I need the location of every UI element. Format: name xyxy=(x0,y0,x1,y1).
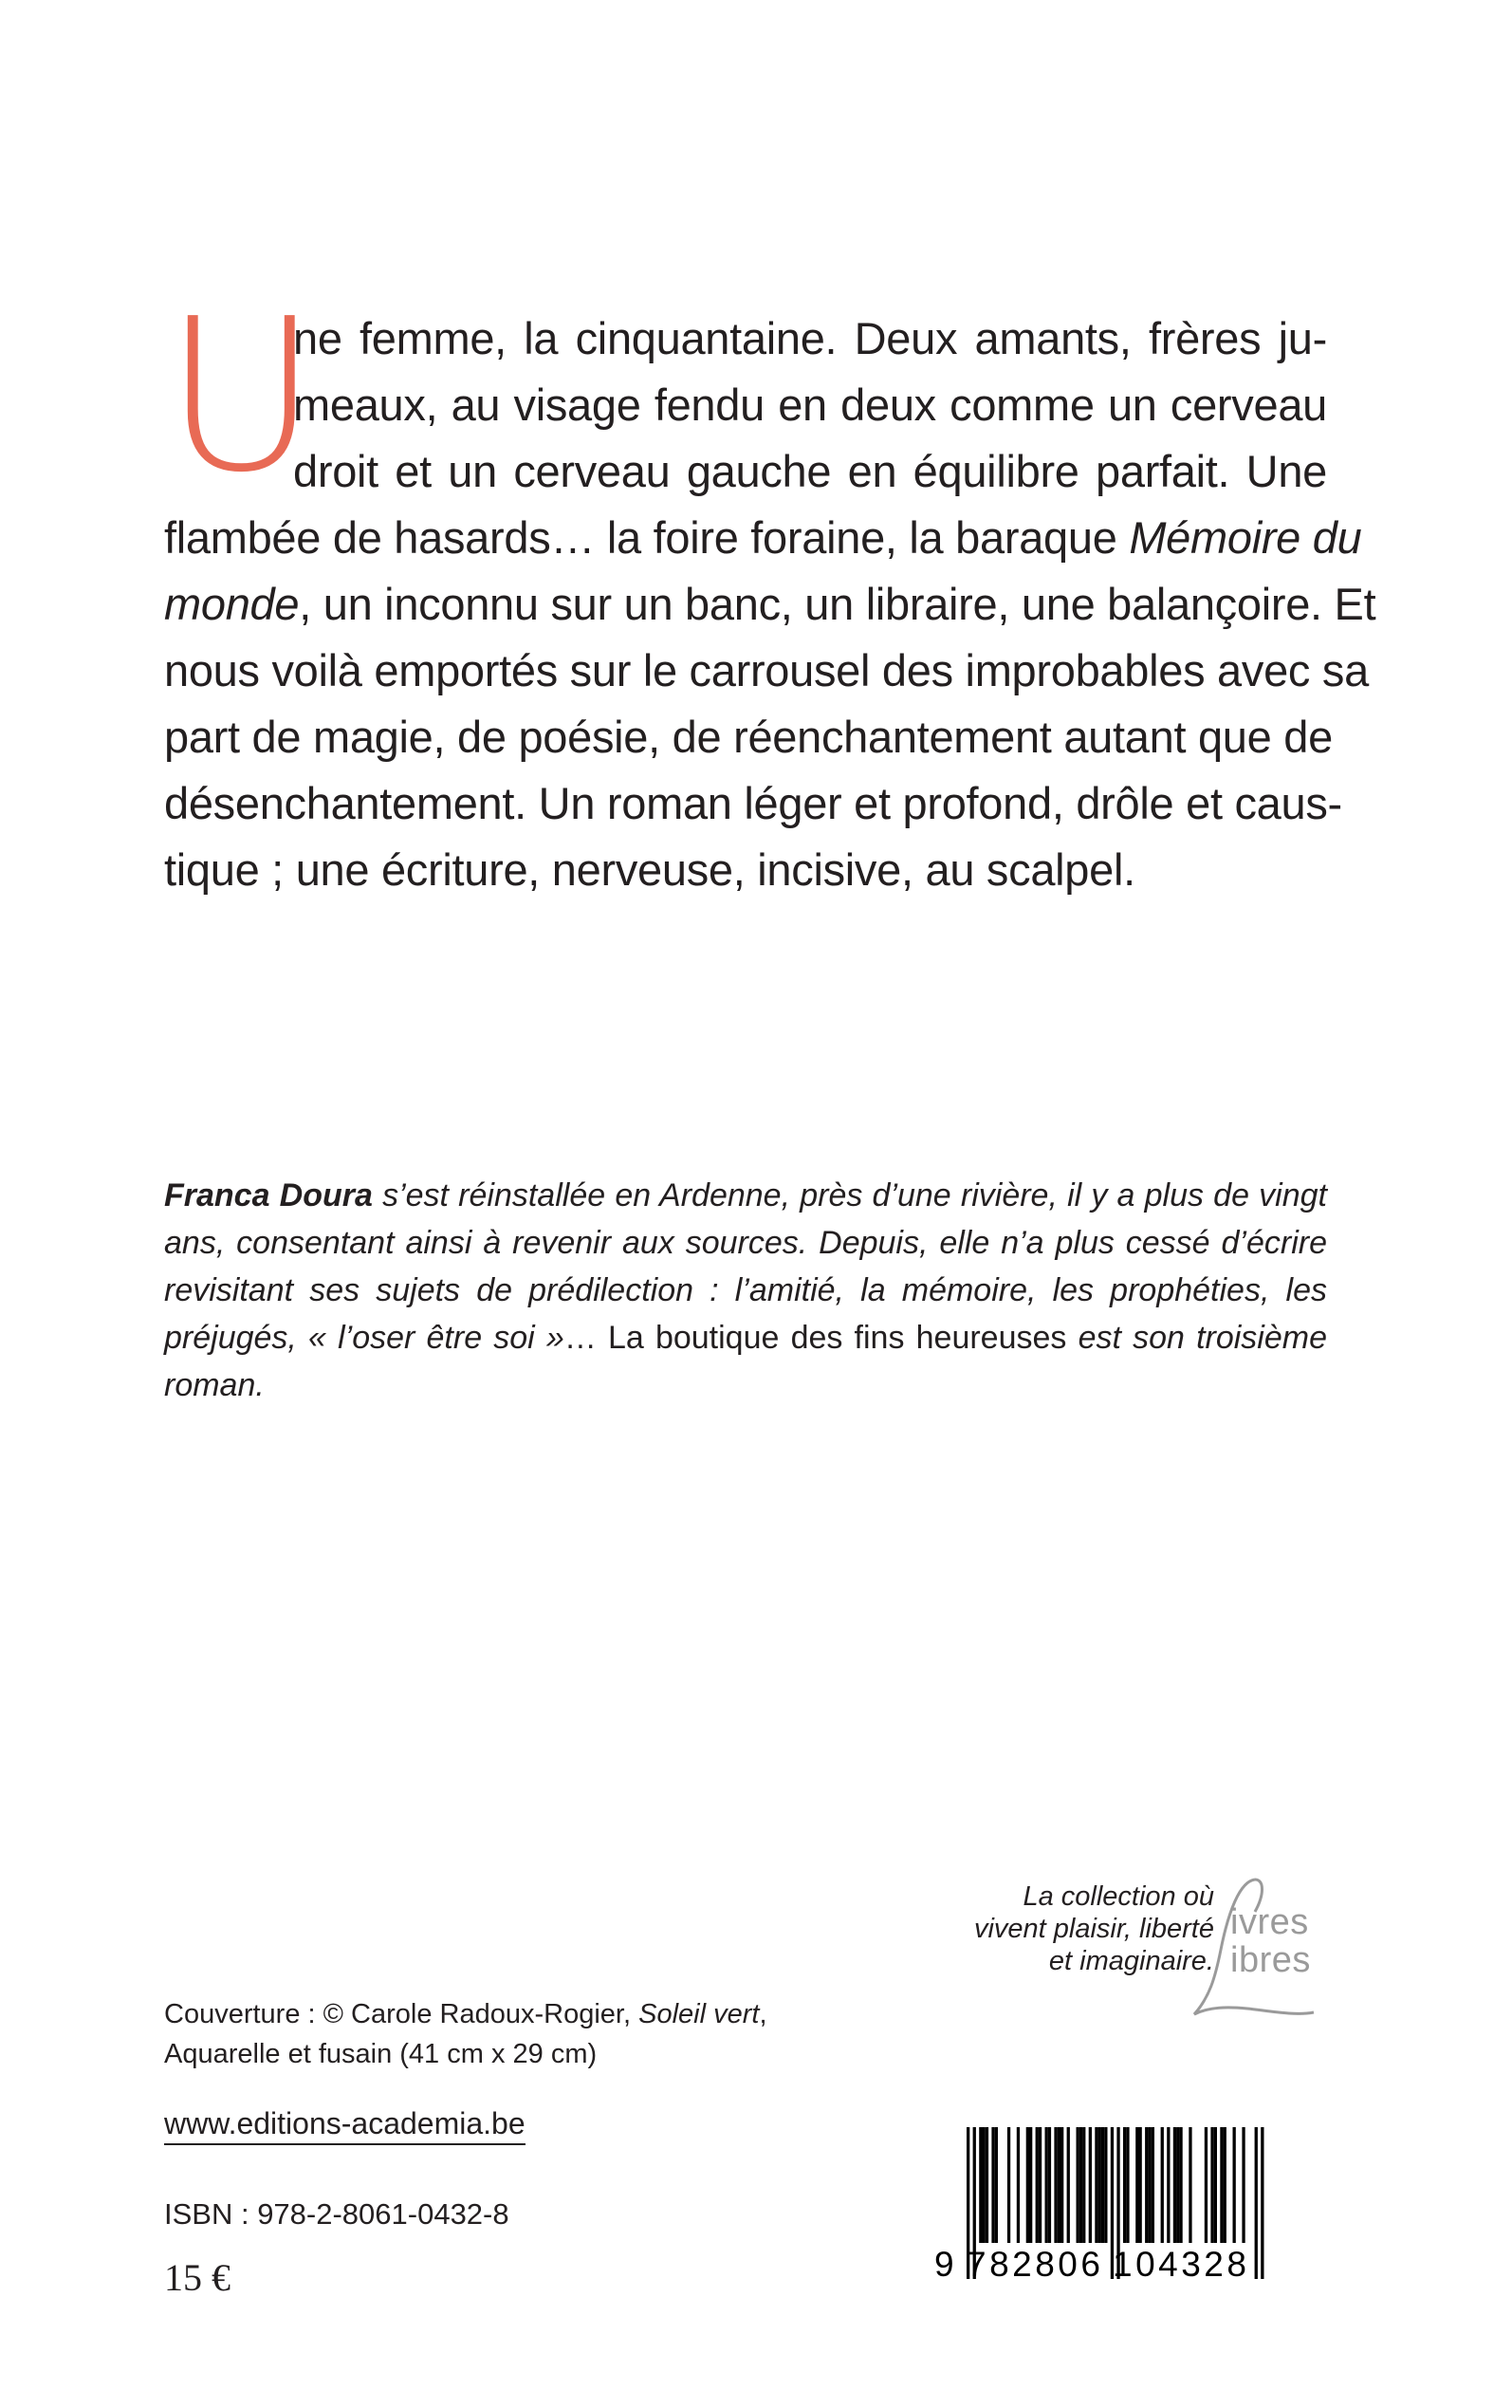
bio-line: ans, consentant ainsi à revenir aux sources. Depuis, elle n’a plus cessé d’écrire xyxy=(164,1225,1327,1261)
credits-line: Couverture : © Carole Radoux-Rogier, Soleil vert, xyxy=(164,1999,767,2029)
barcode-bar xyxy=(1139,2127,1142,2243)
blurb-line: nous voilà emportés sur le carrousel des improbables avec sa xyxy=(164,645,1369,695)
barcode-bar xyxy=(1255,2127,1258,2279)
barcode-bar xyxy=(1161,2127,1164,2243)
barcode-bar xyxy=(1179,2127,1182,2243)
barcode-bar xyxy=(1126,2127,1129,2243)
barcode-bar xyxy=(986,2127,988,2243)
barcode-bar xyxy=(995,2127,998,2243)
barcode-bar xyxy=(1145,2127,1148,2243)
bio-line: préjugés, « l’oser être soi »… La boutique des fins heureuses est son troisième xyxy=(164,1320,1327,1356)
barcode-bar xyxy=(1242,2127,1245,2243)
barcode-bar xyxy=(1054,2127,1057,2243)
barcode-bar xyxy=(1205,2127,1208,2243)
logo-word-libres: ibres xyxy=(1230,1940,1311,1980)
barcode-bar xyxy=(1098,2127,1101,2243)
barcode-bar xyxy=(1067,2127,1070,2243)
barcode-bar xyxy=(1058,2127,1060,2243)
barcode-bar xyxy=(1089,2127,1092,2243)
back-cover: U ne femme, la cinquantaine. Deux amants, frères ju- meaux, au visage fendu en deux comme un cerveau droit et un cerveau gauche en équilibre parfait. Une flambée de hasards… la foire foraine, la baraque Mémoire du monde, un inconnu sur un banc, un libraire, une balançoire. Et nous voilà emportés sur le carrousel des improbables avec sa part de magie, de poésie, de réenchantement autant que de désenchantement. Un roman léger et profond, drôle et caus- tique ; une écriture, nerveuse, incisive, au scalpel. Franca Doura s’est réinstallée en Ardenne, près d’une rivière, il y a plus de vingt ans, consentant ainsi à revenir aux sources. Depuis, elle n’a plus cessé d’écrire revisitant ses sujets de prédilection : l’amitié, la mémoire, les prophéties, les préjugés, « l’oser être soi »… La boutique des fins heureuses est son troisième roman. La collection où vivent plaisir, liberté et imaginaire. ivres ibres Couverture : © Carole Radoux-Rogier, Soleil vert, Aquarelle et fusain (41 cm x 29 cm) www.editions-academia.be ISBN : 978-2-8061-0432-8 15 € 9 782806 104328 xyxy=(164,274,1376,2299)
barcode-bar xyxy=(1123,2127,1126,2243)
blurb-line: droit et un cerveau gauche en équilibre parfait. Une xyxy=(293,446,1327,496)
credits-line: Aquarelle et fusain (41 cm x 29 cm) xyxy=(164,2039,598,2069)
logo-word-livres: ivres xyxy=(1230,1902,1309,1942)
barcode-bar xyxy=(1224,2127,1226,2243)
barcode-bar xyxy=(1210,2127,1213,2243)
cover-credits xyxy=(164,1994,828,2074)
blurb-line: part de magie, de poésie, de réenchantement autant que de xyxy=(164,712,1333,762)
barcode-bar xyxy=(1095,2127,1097,2243)
barcode-bar xyxy=(1079,2127,1082,2243)
barcode-bar xyxy=(1007,2127,1010,2243)
publisher-website-link[interactable]: www.editions-academia.be xyxy=(164,2106,526,2145)
barcode-bar xyxy=(1029,2127,1032,2243)
blurb-line: flambée de hasards… la foire foraine, la baraque Mémoire du xyxy=(164,512,1362,563)
blurb-line: monde, un inconnu sur un banc, un libraire, une balançoire. Et xyxy=(164,579,1376,629)
drop-cap: U xyxy=(164,274,319,519)
bio-line: Franca Doura s’est réinstallée en Ardenne, près d’une rivière, il y a plus de vingt xyxy=(164,1177,1327,1213)
collection-tagline: La collection où vivent plaisir, liberté et imaginaire. xyxy=(973,1881,1214,1976)
book-blurb xyxy=(164,274,1376,903)
barcode-bar xyxy=(1036,2127,1039,2243)
barcode-bar xyxy=(979,2127,982,2243)
author-name: Franca Doura xyxy=(164,1177,373,1213)
barcode-bar xyxy=(1189,2127,1191,2243)
barcode-bar xyxy=(1101,2127,1104,2243)
barcode-bar xyxy=(1176,2127,1179,2243)
blurb-line: ne femme, la cinquantaine. Deux amants, frères ju- xyxy=(293,313,1327,363)
barcode-bar xyxy=(1214,2127,1217,2243)
price: 15 € xyxy=(164,2256,230,2299)
author-bio xyxy=(164,1172,1327,1409)
blurb-line: désenchantement. Un roman léger et profond, drôle et caus- xyxy=(164,778,1342,828)
barcode-bar xyxy=(983,2127,986,2243)
barcode-bar xyxy=(1261,2127,1263,2279)
barcode-bar xyxy=(1077,2127,1079,2243)
barcode-bar xyxy=(991,2127,994,2243)
bio-line: roman. xyxy=(164,1367,265,1403)
isbn: ISBN : 978-2-8061-0432-8 xyxy=(164,2197,509,2231)
barcode-bar xyxy=(1173,2127,1176,2243)
barcode-bar xyxy=(1045,2127,1048,2243)
barcode-bar xyxy=(1233,2127,1236,2243)
barcode-bar xyxy=(1167,2127,1170,2243)
barcode-bar xyxy=(1152,2127,1154,2243)
barcode-bar xyxy=(1220,2127,1223,2243)
barcode-bar xyxy=(1082,2127,1085,2243)
blurb-line: meaux, au visage fendu en deux comme un cerveau xyxy=(293,380,1327,430)
blurb-line: tique ; une écriture, nerveuse, incisive, au scalpel. xyxy=(164,844,1135,895)
bio-line: revisitant ses sujets de prédilection : l’amitié, la mémoire, les prophéties, les xyxy=(164,1272,1327,1308)
livres-libres-logo xyxy=(1171,1874,1342,2026)
barcode-bar xyxy=(1026,2127,1029,2243)
barcode-bar xyxy=(1048,2127,1051,2243)
barcode-bar xyxy=(1017,2127,1020,2243)
barcode-bar xyxy=(1060,2127,1063,2243)
barcode-bar xyxy=(1135,2127,1138,2243)
barcode-bar xyxy=(1148,2127,1151,2243)
barcode-bar xyxy=(1039,2127,1042,2243)
barcode-bar xyxy=(1104,2127,1107,2243)
